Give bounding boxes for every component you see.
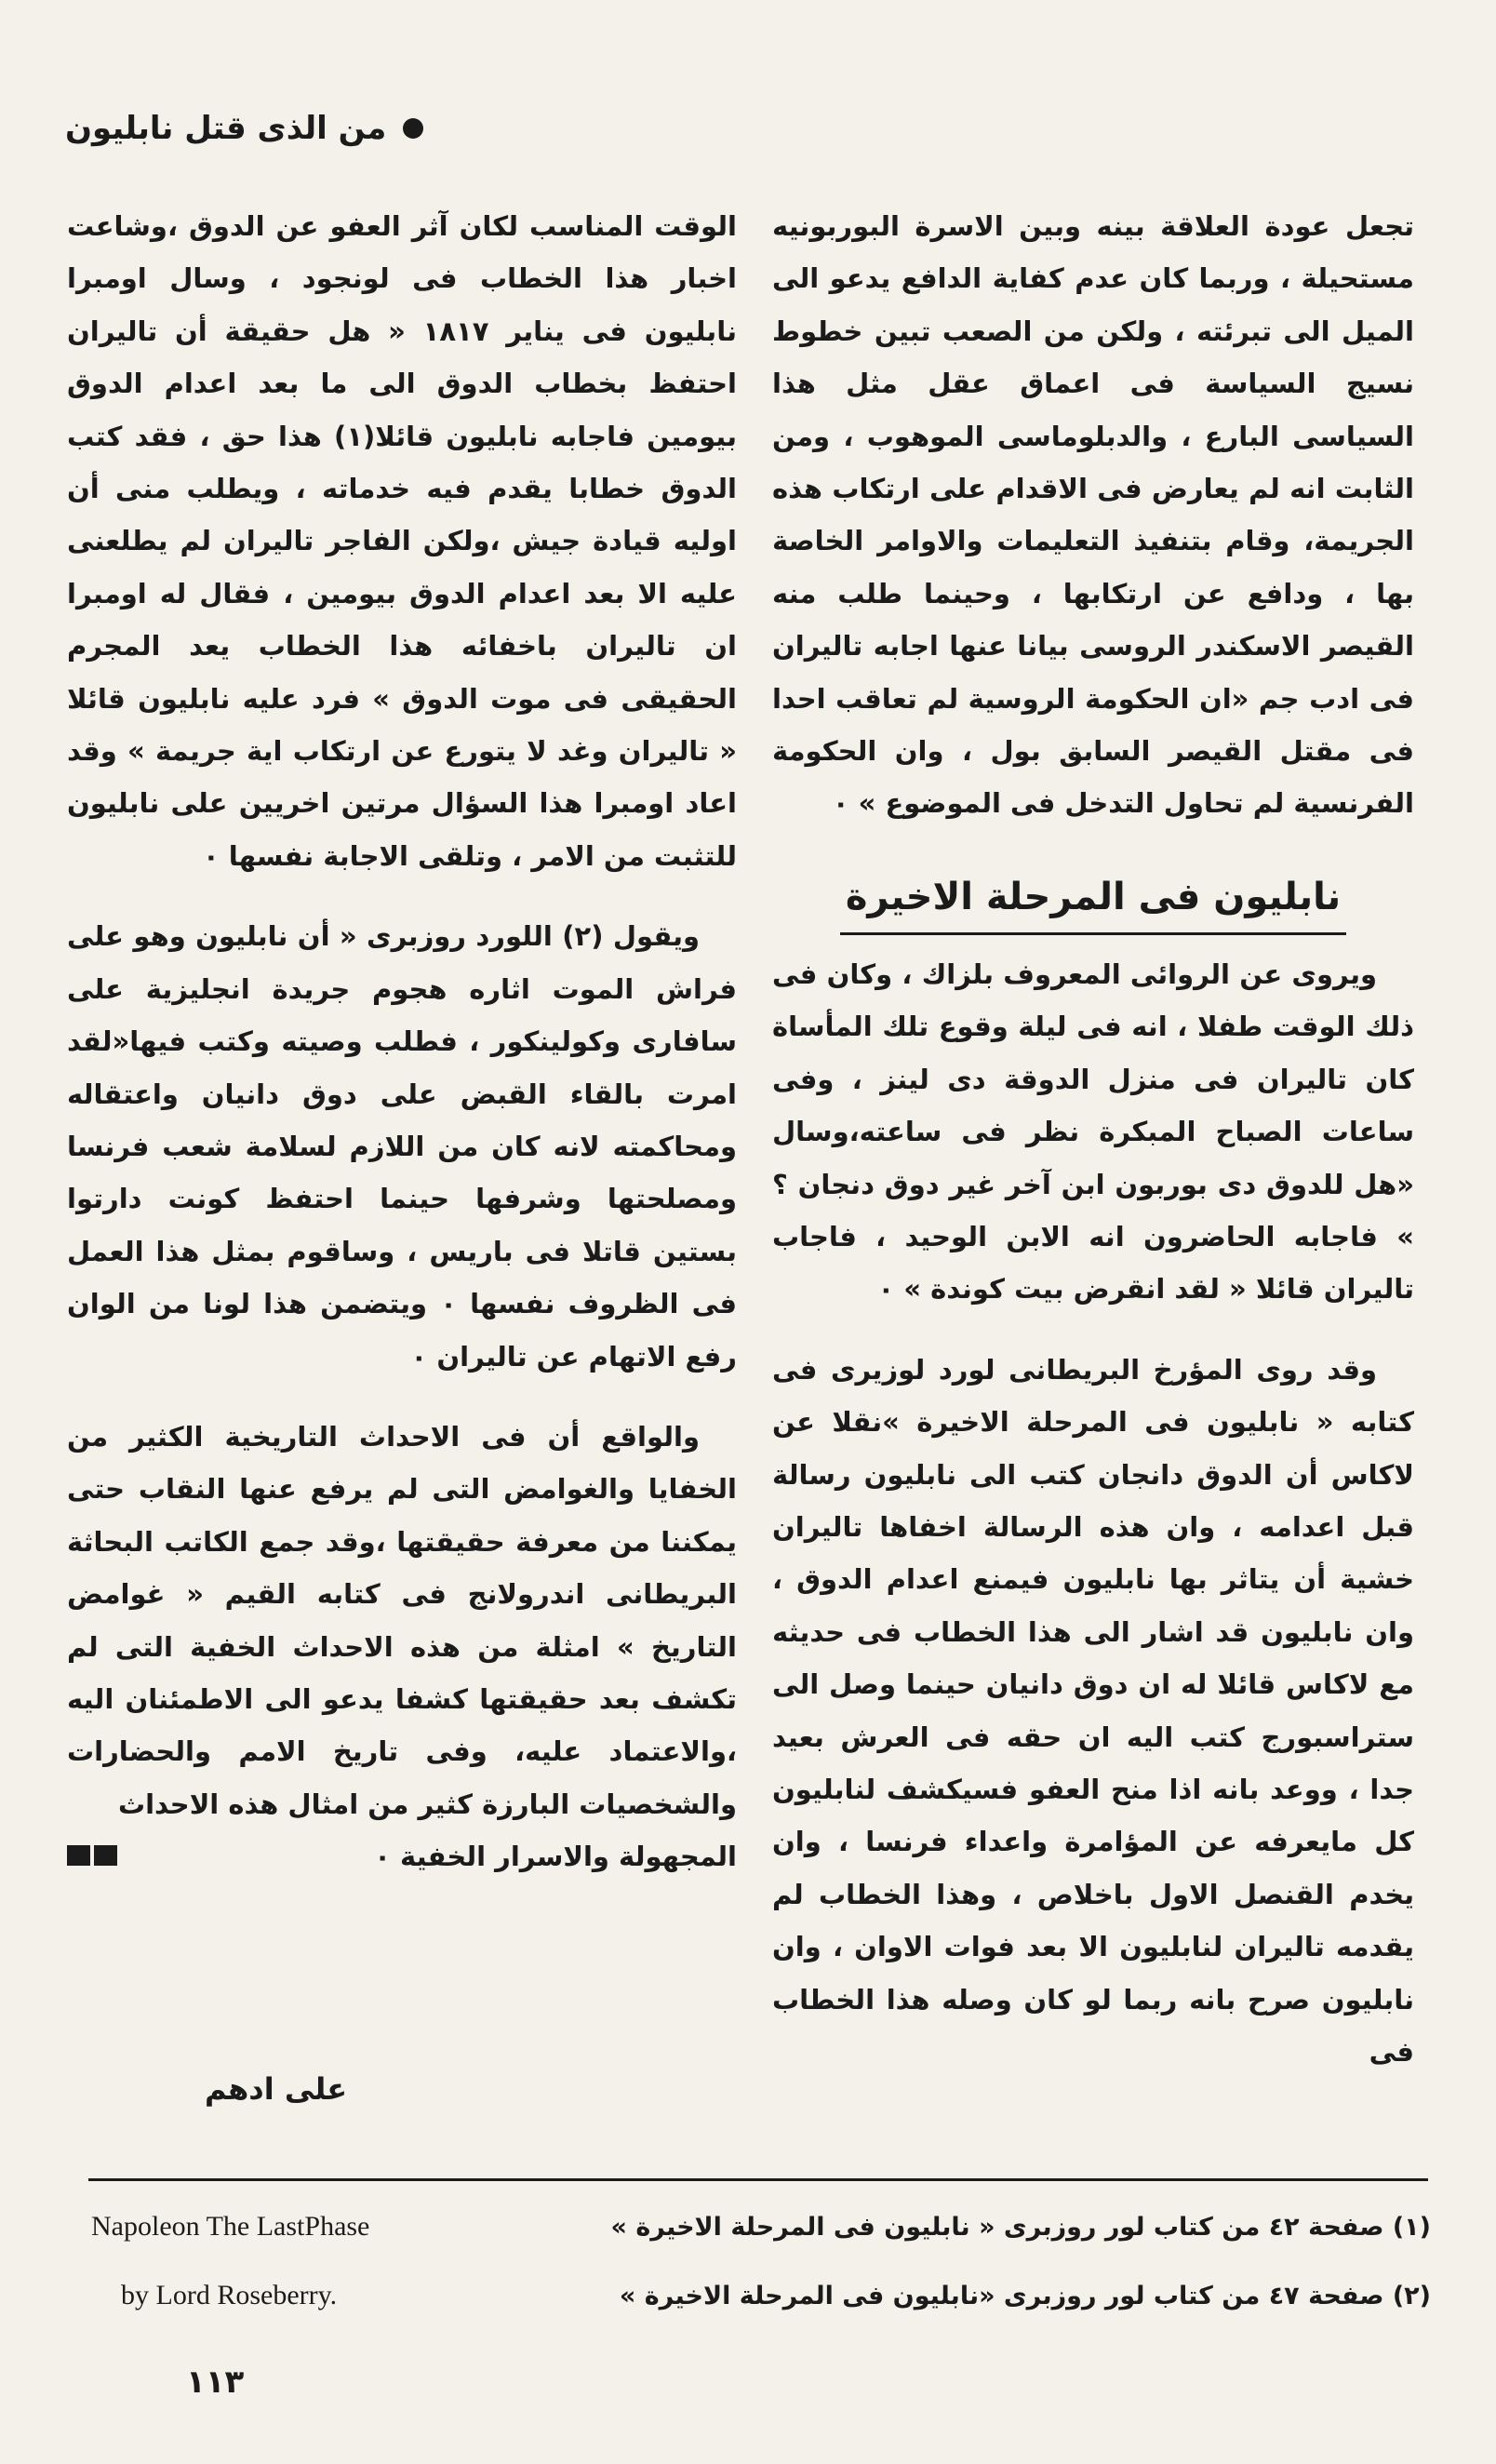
running-header: [65, 100, 423, 156]
right-column: [772, 200, 1414, 2078]
paragraph: ويقول (٢) اللورد روزبرى « أن نابليون وهو على فراش الموت اثاره هجوم جريدة انجليزية على سافارى وكولينكور ، فطلب وصيته وكتب فيها«لقد امرت بالقاء القبض على دوق دانيان واعتقاله ومحاكمته لانه كان من اللازم لسلامة شعب فرنسا ومصلحتها وشرفها حينما احتفظ كونت دارتوا بستين قاتلا فى باريس ، وساقوم بمثل هذا العمل فى الظروف نفسها ٠ ويتضمن هذا لونا من الوان رفع الاتهام عن تاليران ٠: [67, 920, 737, 1373]
left-column: [67, 200, 737, 1882]
end-of-article-icon: [67, 1845, 117, 1866]
section-heading: [772, 869, 1414, 943]
closing-line: [67, 1830, 737, 1882]
running-header-title: من الذى قتل نابليون: [65, 110, 387, 147]
footnote-1-arabic: (١) صفحة ٤٢ من كتاب لور روزبرى « نابليون فى المرحلة الاخيرة »: [610, 2213, 1431, 2242]
section-heading-text: نابليون فى المرحلة الاخيرة: [840, 869, 1346, 935]
paragraph: والواقع أن فى الاحداث التاريخية الكثير من الخفايا والغوامض التى لم يرفع عنها النقاب حتى يمكننا من معرفة حقيقتها ،وقد جمع الكاتب البحاثة البريطانى اندرولانج فى كتابه القيم « غوامض التاريخ » امثلة من هذه الاحداث الخفية التى لم تكشف بعد حقيقتها كشفا يدعو الى الاطمئنان اليه ،والاعتماد عليه، وفى تاريخ الامم والحضارات والشخصيات البارزة كثير من امثال هذه الاحداث: [67, 1420, 737, 1820]
bullet-icon: [403, 118, 423, 139]
author-signature: على ادهم: [205, 2071, 348, 2107]
page-number: ١١٣: [186, 2364, 245, 2401]
footnote-1-english: Napoleon The LastPhase: [91, 2211, 370, 2242]
footnote-divider: [88, 2178, 1428, 2181]
paragraph: وقد روى المؤرخ البريطانى لورد لوزيرى فى كتابه « نابليون فى المرحلة الاخيرة »نقلا عن لاكاس أن الدوق دانجان كتب الى نابليون رسالة قبل اعدامه ، وان هذه الرسالة اخفاها تاليران خشية أن يتاثر بها نابليون فيمنع اعدام الدوق ، وان نابليون قد اشار الى هذا الخطاب فى حديثه مع لاكاس قائلا له ان دوق دانيان حينما وصل الى ستراسبورج كتب اليه ان حقه فى العرش بعيد جدا ، ووعد بانه اذا منح العفو فسيكشف لنابليون كل مايعرفه عن المؤامرة واعداء فرنسا ، وان يخدم القنصل الاول باخلاص ، وهذا الخطاب لم يقدمه تاليران لنابليون الا بعد فوات الاوان ، وان نابليون صرح بانه ربما لو كان وصله هذا الخطاب فى: [772, 1353, 1414, 2068]
footnote-2-english: by Lord Roseberry.: [121, 2280, 338, 2310]
paragraph: ويروى عن الروائى المعروف بلزاك ، وكان فى ذلك الوقت طفلا ، انه فى ليلة وقوع تلك المأساة كان تاليران فى منزل الدوقة دى لينز ، وفى ساعات الصباح المبكرة نظر فى ساعته،وسال «هل للدوق دى بوربون ابن آخر غير دوق دنجان ؟ » فاجابه الحاضرون انه الابن الوحيد ، فاجاب تاليران قائلا « لقد انقرض بيت كوندة » ٠: [772, 957, 1414, 1306]
paragraph-last-line: المجهولة والاسرار الخفية ٠: [374, 1841, 737, 1873]
paragraph: تجعل عودة العلاقة بينه وبين الاسرة البوربونيه مستحيلة ، وربما كان عدم كفاية الدافع يدعو الى الميل الى تبرئته ، ولكن من الصعب تبين خطوط نسيج السياسة فى اعماق عقل مثل هذا السياسى البارع ، والدبلوماسى الموهوب ، ومن الثابت انه لم يعارض فى الاقدام على ارتكاب هذه الجريمة، وقام بتنفيذ التعليمات والاوامر الخاصة بها ، ودافع عن ارتكابها ، وحينما طلب منه القيصر الاسكندر الروسى بيانا عنها اجابه تاليران فى ادب جم «ان الحكومة الروسية لم تعاقب احدا فى مقتل القيصر السابق بول ، وان الحكومة الفرنسية لم تحاول التدخل فى الموضوع » ٠: [772, 210, 1414, 820]
paragraph: الوقت المناسب لكان آثر العفو عن الدوق ،وشاعت اخبار هذا الخطاب فى لونجود ، وسال اومبرا نابليون فى يناير ١٨١٧ « هل حقيقة أن تاليران احتفظ بخطاب الدوق الى ما بعد اعدام الدوق بيومين فاجابه نابليون قائلا(١) هذا حق ، فقد كتب الدوق خطابا يقدم فيه خدماته ، ويطلب منى أن اوليه قيادة جيش ،ولكن الفاجر تاليران لم يطلعنى عليه الا بعد اعدام الدوق بيومين ، فقال له اومبرا ان تاليران باخفائه هذا الخطاب يعد المجرم الحقيقى فى موت الدوق » فرد عليه نابليون قائلا « تاليران وغد لا يتورع عن ارتكاب اية جريمة » وقد اعاد اومبرا هذا السؤال مرتين اخريين على نابليون للتثبت من الامر ، وتلقى الاجابة نفسها ٠: [67, 210, 737, 872]
footnote-2-arabic: (٢) صفحة ٤٧ من كتاب لور روزبرى «نابليون فى المرحلة الاخيرة »: [619, 2282, 1431, 2310]
